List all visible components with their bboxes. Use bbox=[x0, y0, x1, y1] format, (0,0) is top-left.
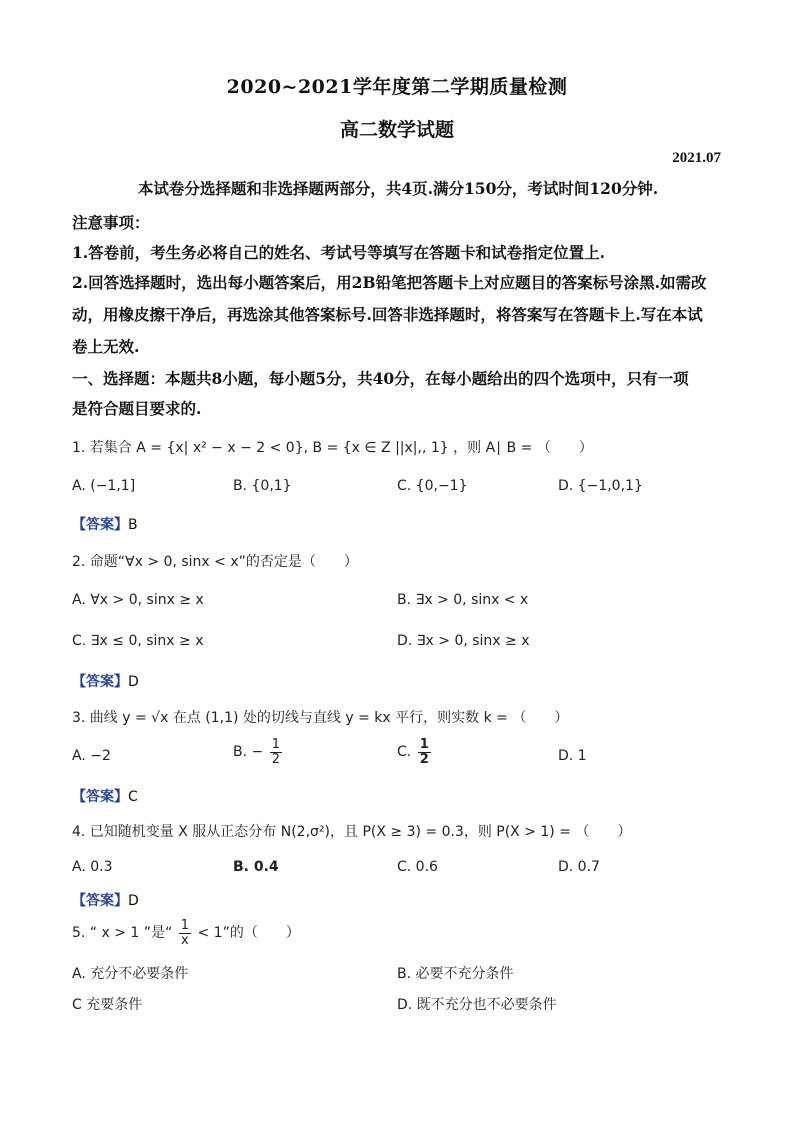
answer-tag: 【答案】 bbox=[72, 893, 128, 909]
answer-value: B bbox=[128, 517, 138, 533]
fraction-numerator: 1 bbox=[419, 737, 429, 752]
fraction-numerator: 1 bbox=[180, 918, 190, 933]
exam-intro: 本试卷分选择题和非选择题两部分，共4页.满分150分，考试时间120分钟. bbox=[137, 179, 659, 198]
question-3-option-b bbox=[233, 738, 284, 766]
question-1-option-b: B. {0,1} bbox=[233, 478, 292, 494]
stem-part-1: 5. “ x > 1 ”是“ bbox=[72, 925, 173, 942]
notice-item-2-line-2: 动，用橡皮擦干净后，再选涂其他答案标号.回答非选择题时，将答案写在答题卡上.写在本试 bbox=[72, 305, 703, 324]
exam-title: 2020~2021学年度第二学期质量检测 bbox=[226, 76, 568, 98]
question-2-option-a: A. ∀x > 0, sinx ≥ x bbox=[72, 592, 204, 608]
fraction bbox=[179, 919, 191, 947]
answer-value: C bbox=[128, 789, 138, 805]
stem-part-2: < 1”的（ ） bbox=[197, 925, 300, 942]
section-heading-line-1: 一、选择题：本题共8小题，每小题5分，共40分，在每小题给出的四个选项中，只有一项 bbox=[72, 369, 689, 388]
question-2-option-d: D. ∃x > 0, sinx ≥ x bbox=[397, 633, 530, 649]
question-4-option-b: B. 0.4 bbox=[233, 859, 279, 875]
question-5-option-c: C 充要条件 bbox=[72, 997, 143, 1013]
question-2-option-b: B. ∃x > 0, sinx < x bbox=[397, 592, 529, 608]
question-1-option-c: C. {0,−1} bbox=[397, 478, 468, 494]
fraction bbox=[270, 738, 282, 766]
question-5-stem bbox=[72, 919, 300, 947]
option-letter: B. bbox=[233, 744, 248, 761]
section-heading-line-2: 是符合题目要求的. bbox=[72, 399, 202, 418]
question-5-option-a: A. 充分不必要条件 bbox=[72, 966, 189, 982]
notice-item-2-line-1: 2.回答选择题时，选出每小题答案后，用2B铅笔把答题卡上对应题目的答案标号涂黑.如需改 bbox=[72, 273, 707, 292]
fraction bbox=[418, 738, 431, 766]
question-3-option-a: A. −2 bbox=[72, 748, 111, 764]
question-4-option-c: C. 0.6 bbox=[397, 859, 438, 875]
question-3-stem: 3. 曲线 y = √x 在点 (1,1) 处的切线与直线 y = kx 平行，则实数 k = （ ） bbox=[72, 710, 569, 726]
exam-date: 2021.07 bbox=[672, 150, 721, 166]
question-4-answer bbox=[72, 890, 139, 910]
question-4-option-a: A. 0.3 bbox=[72, 859, 113, 875]
fraction-numerator: 1 bbox=[271, 737, 280, 752]
question-1-stem: 1. 若集合 A = {x| x² − x − 2 < 0}, B = {x ∈ Z ||x|,, 1} ，则 A∣ B = （ ） bbox=[72, 440, 593, 456]
fraction-denominator: 2 bbox=[271, 751, 280, 767]
notice-heading: 注意事项： bbox=[72, 213, 150, 232]
answer-value: D bbox=[128, 674, 139, 690]
question-1-option-a: A. (−1,1] bbox=[72, 478, 136, 494]
answer-value: D bbox=[128, 893, 139, 909]
notice-item-1: 1.答卷前，考生务必将自己的姓名、考试号等填写在答题卡和试卷指定位置上. bbox=[72, 243, 606, 262]
question-3-answer bbox=[72, 786, 138, 806]
minus-sign: − bbox=[251, 744, 264, 761]
notice-item-2-line-3: 卷上无效. bbox=[72, 337, 140, 356]
answer-tag: 【答案】 bbox=[72, 517, 128, 533]
question-5-option-d: D. 既不充分也不必要条件 bbox=[397, 997, 557, 1013]
answer-tag: 【答案】 bbox=[72, 789, 128, 805]
answer-tag: 【答案】 bbox=[72, 674, 128, 690]
question-2-stem: 2. 命题“∀x > 0, sinx < x”的否定是（ ） bbox=[72, 554, 358, 570]
question-1-option-d: D. {−1,0,1} bbox=[558, 478, 643, 494]
question-3-option-c bbox=[397, 738, 433, 766]
question-2-option-c: C. ∃x ≤ 0, sinx ≥ x bbox=[72, 633, 204, 649]
exam-subtitle: 高二数学试题 bbox=[339, 119, 454, 141]
question-5-option-b: B. 必要不充分条件 bbox=[397, 966, 514, 982]
option-letter: C. bbox=[397, 744, 412, 761]
question-4-stem: 4. 已知随机变量 X 服从正态分布 N(2,σ²)，且 P(X ≥ 3) = 0.3，则 P(X > 1) = （ ） bbox=[72, 824, 632, 840]
fraction-denominator: 2 bbox=[419, 751, 429, 767]
question-2-answer bbox=[72, 671, 139, 691]
question-4-option-d: D. 0.7 bbox=[558, 859, 600, 875]
fraction-denominator: x bbox=[181, 932, 189, 948]
question-1-answer bbox=[72, 514, 138, 534]
question-3-option-d: D. 1 bbox=[558, 748, 587, 764]
